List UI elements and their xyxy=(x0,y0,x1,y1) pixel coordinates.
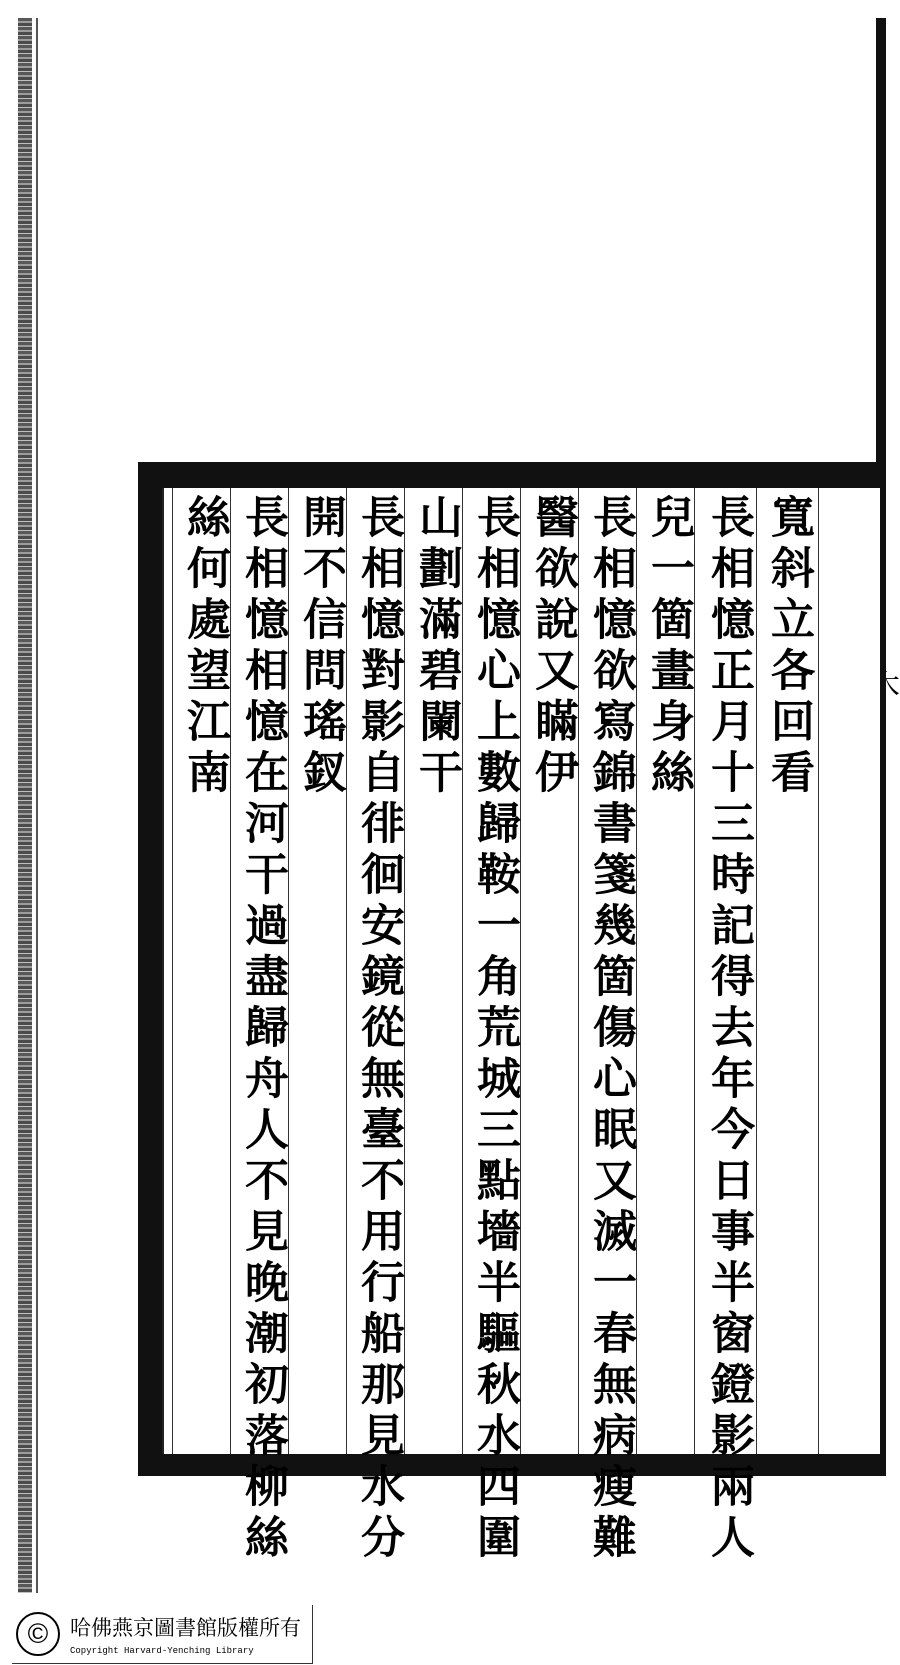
text-column-1: 寬斜立各回看 xyxy=(763,494,814,800)
text-column-6: 長相憶心上數歸鞍一角荒城三點墻半驅秋水四圍 xyxy=(469,494,520,1565)
binding-line xyxy=(36,18,38,1593)
copyright-en: Copyright Harvard-Yenching Library xyxy=(70,1646,254,1656)
text-column-3: 兒一箇畫身絲 xyxy=(643,494,694,800)
copyright-zh: 哈佛燕京圖書館版權所有 xyxy=(70,1616,301,1640)
copyright-notice xyxy=(12,1605,313,1664)
text-column-8: 長相憶對影自徘徊安鏡從無臺不用行船那見水分 xyxy=(353,494,404,1565)
column-rule xyxy=(818,488,880,1454)
text-column-10: 長相憶相憶在河干過盡歸舟人不見晚潮初落柳絲 xyxy=(237,494,288,1565)
text-column-4: 長相憶欲寫錦書箋幾箇傷心眠又滅一春無病瘦難 xyxy=(585,494,636,1565)
copyright-icon: © xyxy=(16,1612,60,1656)
copyright-text xyxy=(70,1612,301,1656)
text-column-2: 長相憶正月十三時記得去年今日事半窗鐙影兩人 xyxy=(703,494,754,1565)
text-column-5: 醫欲說又瞞伊 xyxy=(527,494,578,800)
text-column-11: 絲何處望江南 xyxy=(179,494,230,800)
text-column-9: 開不信問瑤釵 xyxy=(295,494,346,800)
book-binding-edge xyxy=(18,18,32,1593)
text-column-7: 山劃滿碧闌干 xyxy=(411,494,462,800)
